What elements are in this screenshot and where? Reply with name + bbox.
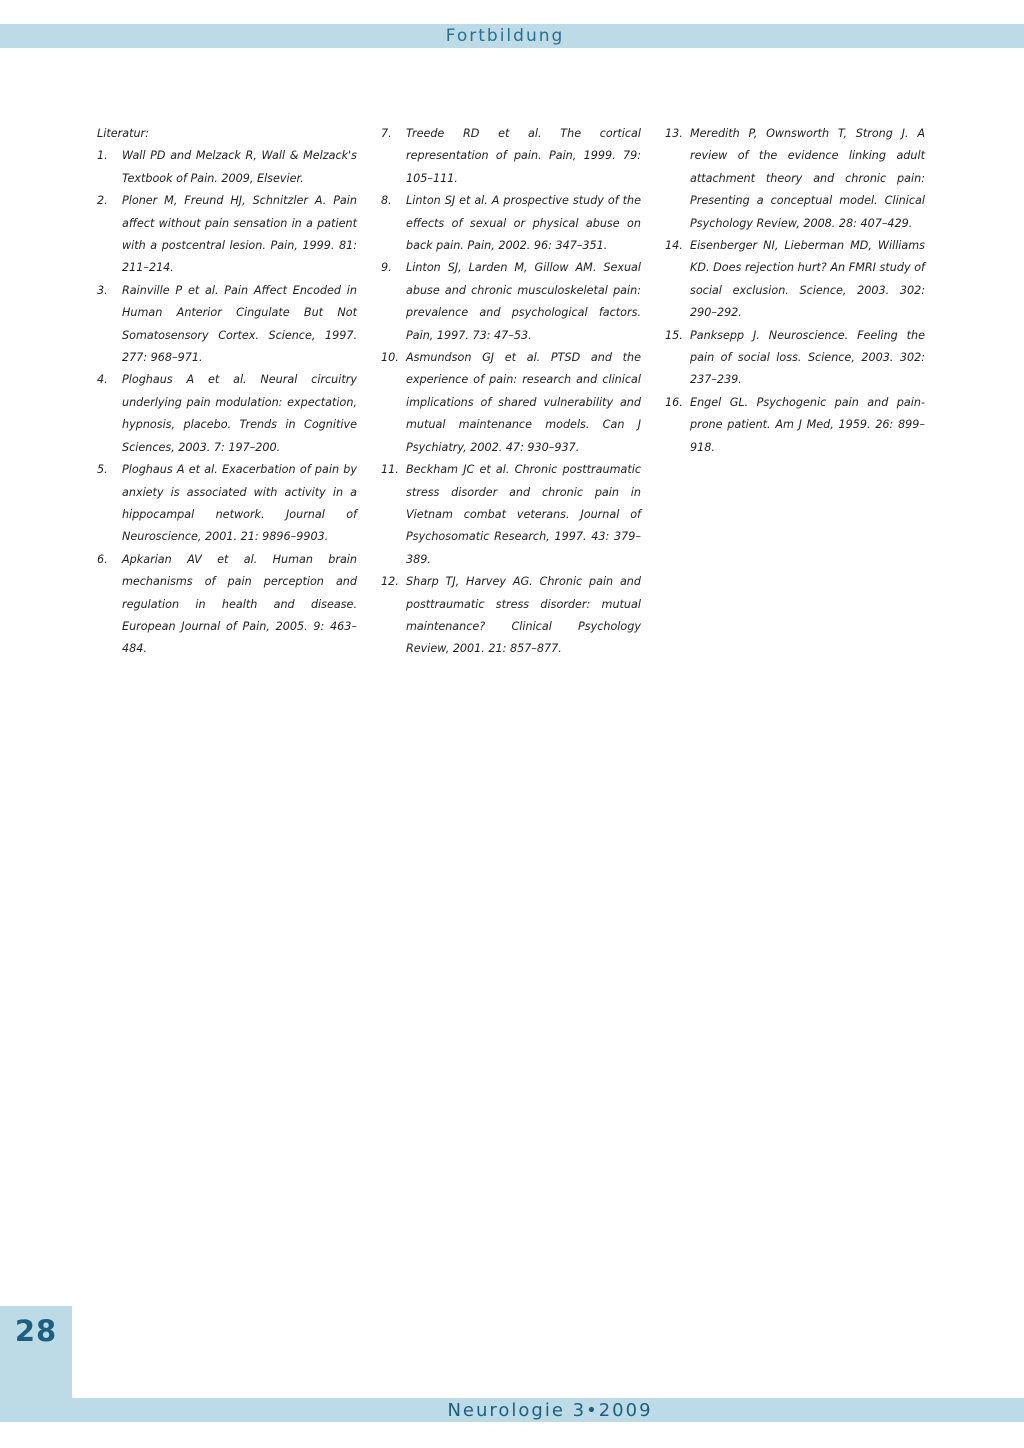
reference-item (381, 257, 641, 347)
reference-item (665, 123, 925, 235)
reference-item (97, 369, 357, 459)
reference-text: Apkarian AV et al. Human brain mechanisms of pain perception and regulation in health and disease. European Journal of Pain, 2005. 9: 463–484. (122, 552, 357, 656)
reference-item (665, 235, 925, 325)
reference-text: Sharp TJ, Harvey AG. Chronic pain and posttraumatic stress disorder: mutual maintenance? Clinical Psychology Review, 2001. 21: 857–877. (406, 575, 641, 656)
page-number: 28 (14, 1314, 58, 1348)
reference-item (381, 571, 641, 661)
reference-item (97, 190, 357, 280)
reference-number: 16. (665, 395, 683, 409)
reference-number: 14. (665, 239, 683, 253)
reference-item (97, 459, 357, 549)
reference-list (97, 145, 357, 660)
reference-text: Rainville P et al. Pain Affect Encoded in Human Anterior Cingulate But Not Somatosensory Cortex. Science, 1997. 277: 968–971. (122, 283, 357, 365)
reference-text: Engel GL. Psychogenic pain and pain-prone patient. Am J Med, 1959. 26: 899–918. (690, 395, 925, 454)
reference-number: 3. (97, 283, 108, 297)
reference-number: 8. (381, 194, 392, 208)
reference-column-3 (665, 123, 925, 459)
reference-item (665, 392, 925, 459)
reference-item (97, 280, 357, 370)
section-title: Fortbildung (445, 26, 565, 46)
reference-text: Panksepp J. Neuroscience. Feeling the pain of social loss. Science, 2003. 302: 237–239. (690, 328, 925, 387)
reference-number: 6. (97, 552, 108, 566)
reference-number: 11. (381, 463, 399, 477)
reference-number: 7. (381, 127, 392, 140)
reference-item (665, 325, 925, 392)
reference-item (381, 123, 641, 190)
reference-number: 13. (665, 127, 683, 140)
reference-column-2 (381, 123, 641, 661)
reference-text: Linton SJ et al. A prospective study of the effects of sexual or physical abuse on back pain. Pain, 2002. 96: 347–351. (406, 194, 641, 253)
reference-number: 2. (97, 194, 108, 208)
journal-issue: Neurologie 3•2009 (447, 1400, 653, 1421)
reference-list (665, 123, 925, 459)
reference-text: Ploner M, Freund HJ, Schnitzler A. Pain affect without pain sensation in a patient with a postcentral lesion. Pain, 1999. 81: 211–214. (122, 194, 357, 275)
reference-text: Meredith P, Ownsworth T, Strong J. A review of the evidence linking adult attachment theory and chronic pain: Presenting a conceptual model. Clinical Psychology Review, 2008. 28: 407–429. (690, 127, 925, 230)
reference-item (381, 347, 641, 459)
reference-number: 9. (381, 261, 392, 275)
references-heading: Literatur: (97, 127, 149, 140)
reference-column-1 (97, 123, 357, 661)
reference-number: 15. (665, 328, 683, 342)
reference-item (97, 549, 357, 661)
reference-text: Beckham JC et al. Chronic posttraumatic stress disorder and chronic pain in Vietnam combat veterans. Journal of Psychosomatic Research, 1997. 43: 379–389. (406, 463, 641, 566)
reference-text: Asmundson GJ et al. PTSD and the experience of pain: research and clinical implications of shared vulnerability and mutual maintenance models. Can J Psychiatry, 2002. 47: 930–937. (406, 351, 641, 454)
reference-text: Eisenberger NI, Lieberman MD, Williams KD. Does rejection hurt? An FMRI study of social exclusion. Science, 2003. 302: 290–292. (690, 239, 925, 320)
reference-item (381, 459, 641, 571)
reference-number: 4. (97, 373, 108, 387)
reference-text: Wall PD and Melzack R, Wall & Melzack's Textbook of Pain. 2009, Elsevier. (122, 149, 357, 185)
reference-text: Linton SJ, Larden M, Gillow AM. Sexual abuse and chronic musculoskeletal pain: prevalence and psychological factors. Pain, 1997. 73: 47–53. (406, 261, 641, 342)
reference-item (97, 145, 357, 190)
reference-item (381, 190, 641, 257)
reference-number: 12. (381, 575, 399, 589)
reference-text: Ploghaus A et al. Exacerbation of pain by anxiety is associated with activity in a hippocampal network. Journal of Neuroscience, 2001. 21: 9896–9903. (122, 463, 357, 544)
reference-list (381, 123, 641, 661)
reference-text: Treede RD et al. The cortical representation of pain. Pain, 1999. 79: 105–111. (406, 127, 641, 185)
reference-number: 10. (381, 351, 399, 365)
reference-number: 5. (97, 463, 108, 477)
reference-number: 1. (97, 149, 108, 163)
reference-text: Ploghaus A et al. Neural circuitry underlying pain modulation: expectation, hypnosis, placebo. Trends in Cognitive Sciences, 2003. 7: 197–200. (122, 373, 357, 454)
